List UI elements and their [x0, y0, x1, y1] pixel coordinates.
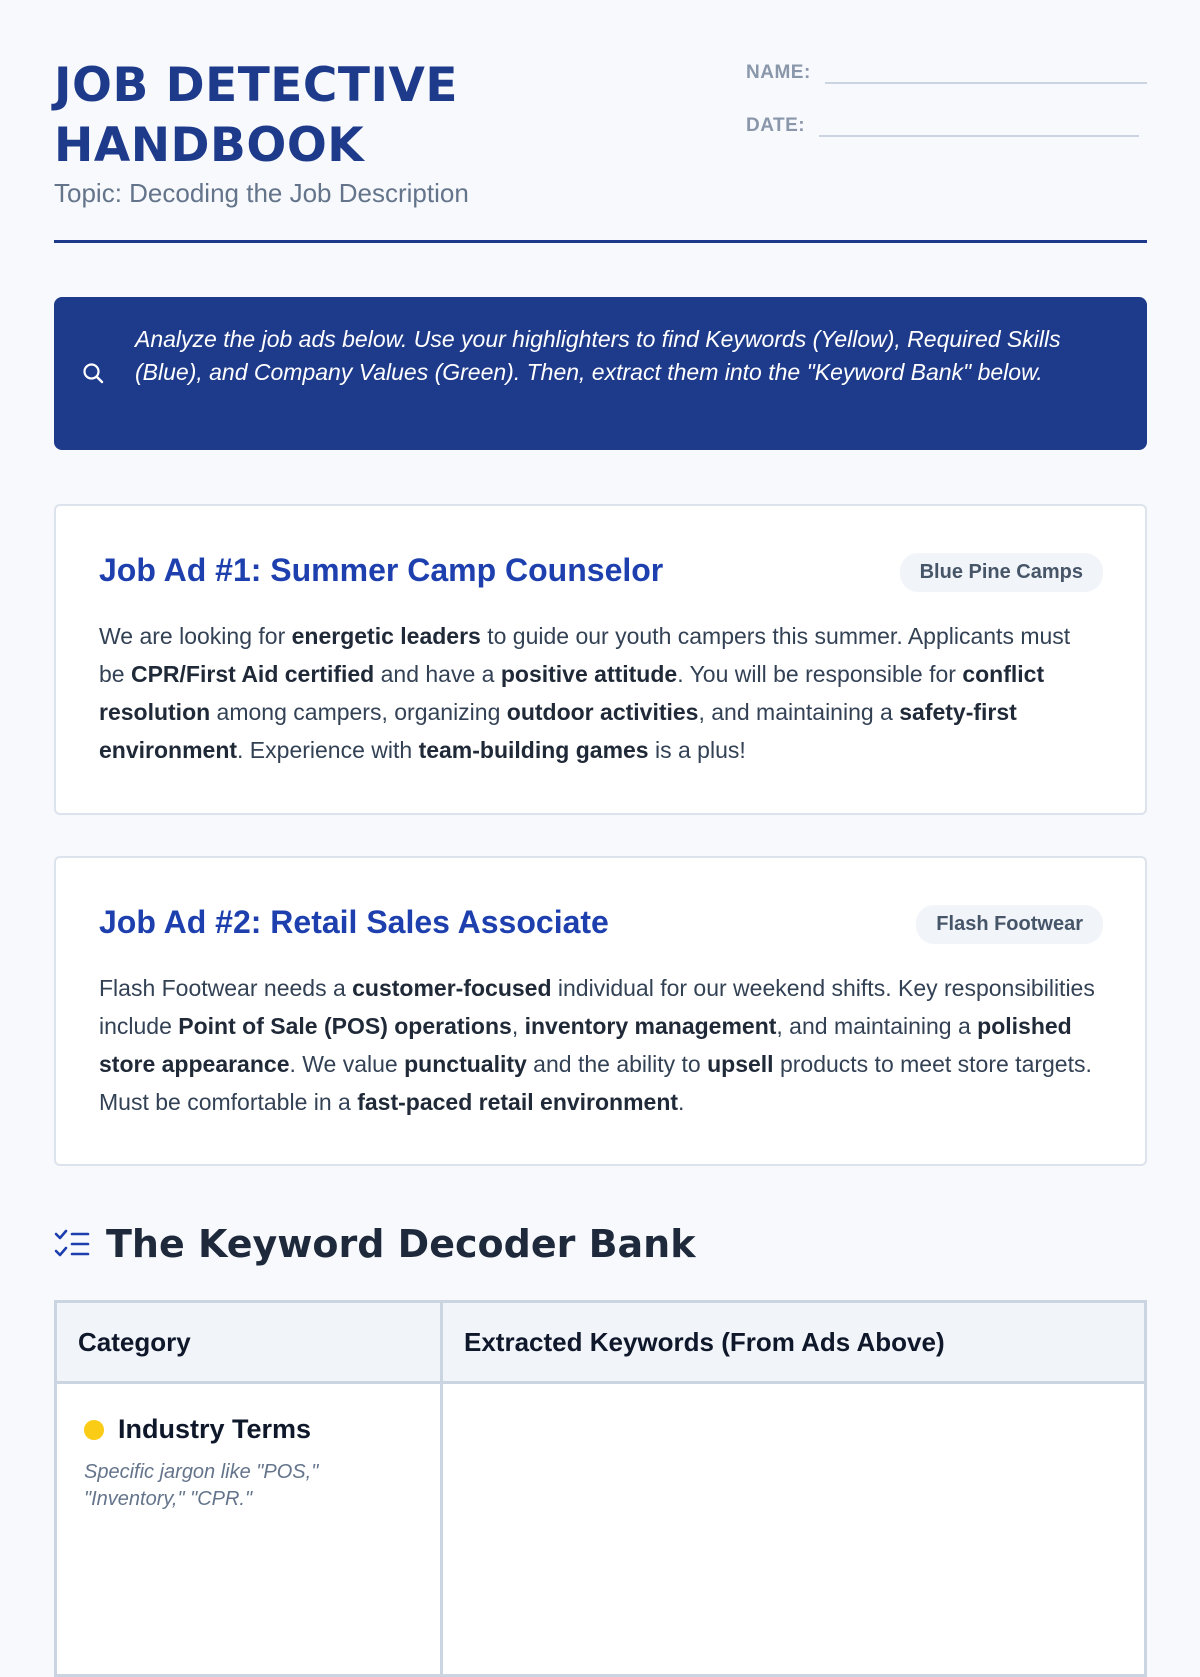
job-ad-card-1 — [54, 504, 1147, 815]
description-text: , and maintaining a — [698, 699, 900, 725]
job-ad-description — [99, 969, 1099, 1121]
page-title: JOB DETECTIVE HANDBOOK — [54, 58, 458, 173]
category-name — [84, 1414, 420, 1445]
description-text: to guide our youth campers this summer. Applicants must be — [99, 623, 1071, 687]
highlighted-keyword: safety-first environment — [99, 699, 1017, 763]
description-text: is a plus! — [648, 737, 746, 763]
description-text: . We value — [289, 1051, 405, 1077]
name-input-line[interactable] — [825, 60, 1147, 84]
keyword-bank-heading — [54, 1222, 696, 1266]
table-header-row — [56, 1302, 1146, 1383]
highlighted-keyword: positive attitude — [500, 661, 678, 687]
date-label: DATE: — [746, 115, 806, 136]
highlighted-keyword: customer-focused — [352, 975, 552, 1001]
name-field[interactable] — [746, 60, 1147, 84]
highlighted-keyword: conflict resolution — [99, 661, 1045, 725]
highlighted-keyword: punctuality — [404, 1051, 527, 1077]
description-text: . — [678, 1089, 685, 1115]
keyword-bank-table — [54, 1300, 1147, 1677]
category-label: Industry Terms — [118, 1414, 312, 1444]
search-icon — [81, 361, 105, 385]
highlighted-keyword: CPR/First Aid certified — [130, 661, 375, 687]
highlighted-keyword: energetic leaders — [291, 623, 481, 649]
description-text: Flash Footwear needs a — [99, 975, 353, 1001]
highlighted-keyword: inventory management — [524, 1013, 777, 1039]
keyword-bank-title: The Keyword Decoder Bank — [106, 1222, 696, 1266]
highlighted-keyword: fast-paced retail environment — [357, 1089, 679, 1115]
column-header-keywords: Extracted Keywords (From Ads Above) — [442, 1302, 1146, 1383]
description-text: and the ability to — [526, 1051, 708, 1077]
company-badge: Flash Footwear — [916, 905, 1103, 944]
company-badge: Blue Pine Camps — [900, 553, 1103, 592]
job-ad-description — [99, 617, 1099, 769]
highlighted-keyword: upsell — [707, 1051, 774, 1077]
keywords-entry-cell[interactable] — [442, 1383, 1146, 1676]
instructions-text: Analyze the job ads below. Use your highlighters to find Keywords (Yellow), Required Skills (Blue), and Company Values (Green). Then, extract them into the "Keyword Bank" below. — [135, 326, 1061, 385]
highlighted-keyword: polished store appearance — [99, 1013, 1072, 1077]
header-divider — [54, 240, 1147, 243]
column-header-category: Category — [56, 1302, 442, 1383]
date-input-line[interactable] — [819, 113, 1139, 137]
name-label: NAME: — [746, 62, 811, 83]
description-text: individual for our weekend shifts. Key responsibilities include — [99, 975, 1095, 1039]
page-subtitle: Topic: Decoding the Job Description — [54, 178, 469, 208]
category-cell — [56, 1383, 442, 1676]
description-text: among campers, organizing — [210, 699, 507, 725]
description-text: . You will be responsible for — [677, 661, 963, 687]
checklist-icon — [54, 1228, 90, 1260]
description-text: We are looking for — [99, 623, 292, 649]
yellow-dot-icon — [84, 1420, 104, 1440]
description-text: , and maintaining a — [776, 1013, 978, 1039]
instructions-banner — [54, 297, 1147, 450]
job-ad-title: Job Ad #2: Retail Sales Associate — [99, 904, 609, 940]
description-text: products to meet store targets. Must be comfortable in a — [99, 1051, 1092, 1115]
highlighted-keyword: team-building games — [418, 737, 649, 763]
table-row — [56, 1383, 1146, 1676]
highlighted-keyword: Point of Sale (POS) operations — [178, 1013, 512, 1039]
description-text: and have a — [374, 661, 501, 687]
job-ad-card-2 — [54, 856, 1147, 1166]
date-field[interactable] — [746, 113, 1139, 137]
job-ad-title: Job Ad #1: Summer Camp Counselor — [99, 552, 664, 588]
description-text: , — [511, 1013, 525, 1039]
description-text: . Experience with — [237, 737, 419, 763]
highlighted-keyword: outdoor activities — [506, 699, 699, 725]
category-hint: Specific jargon like "POS," "Inventory," "CPR." — [84, 1461, 319, 1510]
